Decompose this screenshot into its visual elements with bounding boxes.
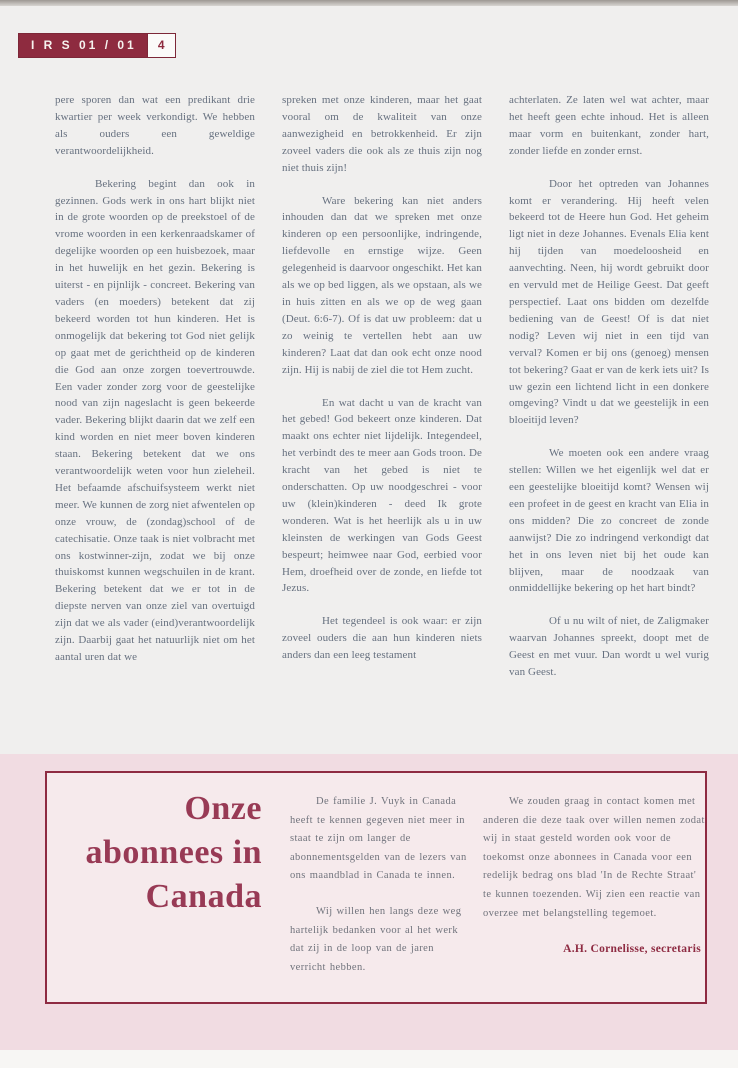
canada-box (45, 771, 707, 1004)
canada-box-title-text: Onze abonnees in Canada (85, 790, 262, 915)
canada-box-title (47, 773, 290, 1002)
paragraph: pere sporen dan wat een predikant drie kwartier per week verkondigt. We hebben als ouders een geweldige verantwoordelijkheid. (55, 94, 255, 157)
paragraph: spreken met onze kinderen, maar het gaat vooral om de kwaliteit van onze aanwezigheid en betrokkenheid. Er zijn zoveel vaders die ook als ze thuis zijn nog niet thuis zijn! (282, 94, 482, 174)
paragraph: Ware bekering kan niet anders inhouden dan dat we spreken met onze kinderen op een persoonlijke, indringende, liefdevolle en ernstige wijze. Geen gelegenheid is daarvoor ongeschikt. Het kan als we op bed liggen, als we opstaan, als we in huis zitten en als we op de weg gaan (Deut. 6:6-7). Of is dat uw probleem: dat u zo weinig te vertellen hebt aan uw kinderen? Laat dat dan ook echt onze nood zijn. Hij is nabij de ziel die tot Hem zucht. (282, 194, 482, 376)
scan-bottom-edge (0, 1050, 738, 1068)
paragraph: Door het optreden van Johannes komt er verandering. Hij heeft velen bekeerd tot de Heere hun God. Het geheim ligt niet in deze Johannes. Evenals Elia kent hij tijden van moedeloosheid en aanvechting. Neen, hij wordt gebruikt door en vervuld met de Heilige Geest. Dat geeft perspectief. Laat ons bidden om dezelfde bediening van de Geest! Of is dat niet nodig? Leven wij niet in een tijd van verval? Komen er bij ons (genoeg) mensen tot bekering? Gaat er van de kerk iets uit? Is uw gezin een lichtend licht in een donkere omgeving? Vindt u dat we geestelijk in een bloeitijd leven? (509, 177, 709, 427)
signature: A.H. Cornelisse, secretaris (563, 943, 701, 956)
article-body (55, 92, 709, 681)
paragraph: Het tegendeel is ook waar: er zijn zoveel ouders die aan hun kinderen niets anders dan een leeg testament (282, 615, 482, 662)
paragraph: We moeten ook een andere vraag stellen: Willen we het eigenlijk wel dat er een geestelijke bloeitijd komt? Wensen wij een profeet in de geest en kracht van Elia in ons midden? Die zo concreet de zonde aanwijst? Die zo indringend verkondigt dat het in ons leven niet bij het oude kan blijven, maar de noodzaak van onmiddellijke bekering op het hart bindt? (509, 447, 709, 595)
canada-box-column-2 (483, 773, 705, 1002)
paragraph: En wat dacht u van de kracht van het gebed! God bekeert onze kinderen. Dat maakt ons echter niet lijdelijk. Integendeel, het verbindt des te meer aan Gods troon. De kracht van het gebed is niet te onderschatten. Op uw noodgeschrei - voor uw (klein)kinderen - deed Ik grote wonderen. Wat is het heerlijk als u in uw kleinsten de werkingen van Gods Geest bespeurt; heimwee naar God, eerbied voor Hem, droefheid over de zonde, en liefde tot Jezus. (282, 396, 482, 595)
issue-header (18, 33, 176, 58)
paragraph: We zouden graag in contact komen met anderen die deze taak over willen nemen zodat wij in staat gesteld worden ook voor de toekomst onze abonnees in Canada voor een redelijk bedrag ons blad 'In de Rechte Straat' te kunnen toezenden. Wij zien een reactie van overzee met belangstelling tegemoet. (483, 796, 705, 919)
text-column-3 (509, 92, 709, 681)
paragraph: Bekering begint dan ook in gezinnen. Gods werk in ons hart blijkt niet in de grote woorden op de preekstoel of de vrome woorden in een kerkenraadskamer of degelijke woorden op een huisbezoek, maar in het huwelijk en het gezin. Bekering is uiterst - en pijnlijk - concreet. Bekering van vaders (en moeders) betekent dat zij bekeerd worden tot hun kinderen. Het is onmogelijk dat bekering tot God niet gelijk op gaat met de gerichtheid op de kinderen die God aan onze zorgen toevertrouwde. Een vader zonder zorg voor de geestelijke nood van zijn nageslacht is geen bekeerde vader. Bekering blijkt daarin dat we zelf een kind worden en niet meer boven kinderen staan. Bekering betekent dat we ons verantwoordelijk weten voor hun zieleheil. Het befaamde afschuifsysteem werkt niet meer. We kunnen de zorg niet afwentelen op onze vrouw, de (zondag)school of de catechisatie. Onze taak is niet volbracht met ons kostwinner-zijn, zodat we bij onze thuiskomst kunnen wegschuilen in de krant. Bekering betekent dat we er tot in de diepste nerven van onze ziel van overtuigd zijn dat we als vader (eind)verantwoordelijk zijn. Daarbij gaat het natuurlijk niet om het aantal uren dat we (55, 177, 255, 663)
page-number-badge: 4 (147, 34, 175, 57)
paragraph: Of u nu wilt of niet, de Zaligmaker waarvan Johannes spreekt, doopt met de Geest en met vuur. Dan wordt u wel vurig van Geest. (509, 615, 709, 679)
text-column-1 (55, 92, 255, 681)
paragraph: De familie J. Vuyk in Canada heeft te kennen gegeven niet meer in staat te zijn om langer de abonnementsgelden van de lezers van ons maandblad in Canada te innen. (290, 796, 467, 882)
paragraph: achterlaten. Ze laten wel wat achter, maar het heeft geen echte inhoud. Het is alleen maar vorm en buitenkant, zonder hart, zonder liefde en zonder ernst. (509, 94, 709, 157)
canada-box-column-1 (290, 773, 472, 1002)
text-column-2 (282, 92, 482, 681)
canada-section (0, 754, 738, 1050)
scan-top-edge (0, 0, 738, 6)
issue-label: I R S 01 / 01 (19, 34, 147, 57)
paragraph: Wij willen hen langs deze weg hartelijk bedanken voor al het werk dat zij in de loop van de jaren verricht hebben. (290, 905, 462, 973)
